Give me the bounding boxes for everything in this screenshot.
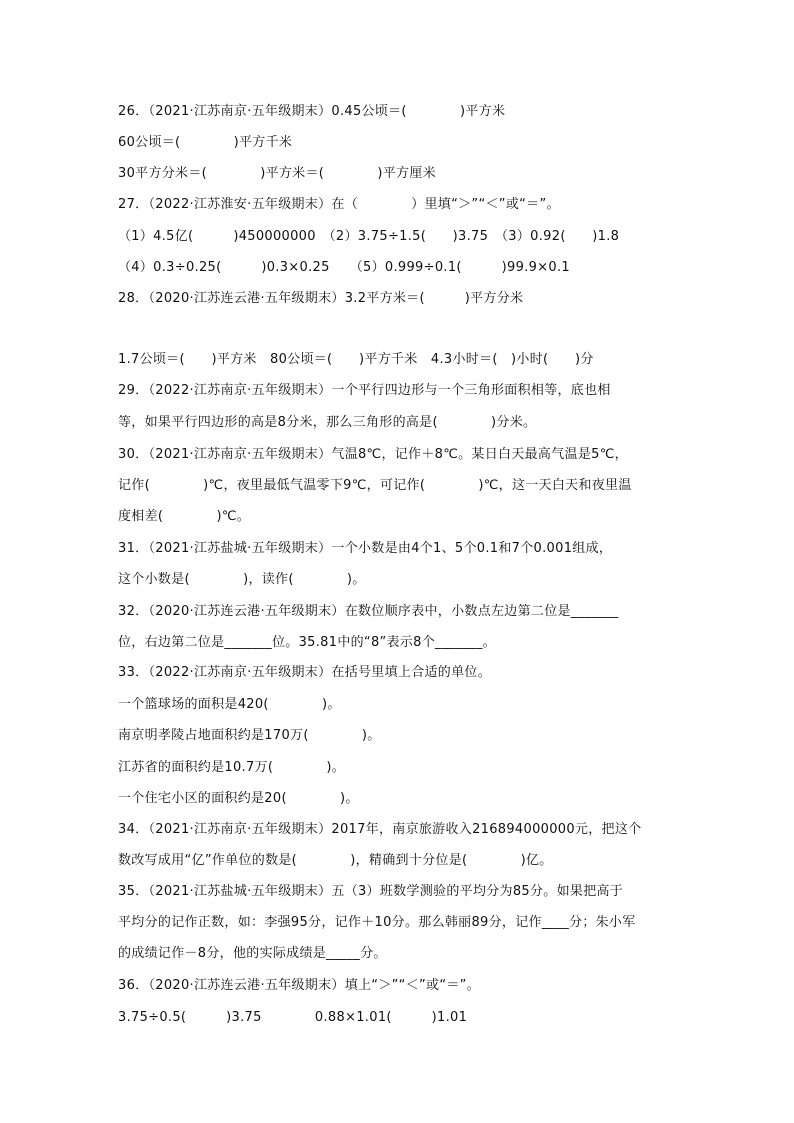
q33-line-3: 南京明孝陵占地面积约是170万( )。 [118, 728, 381, 743]
q33-line-1: 33．（2022·江苏南京·五年级期末）在括号里填上合适的单位。 [118, 665, 491, 680]
q27-line-3: （4）0.3÷0.25( )0.3×0.25 （5）0.999÷0.1( )99.9×0.1 [118, 260, 570, 275]
q35-line-1: 35．（2021·江苏盐城·五年级期末）五（3）班数学测验的平均分为85分。如果把高于 [118, 884, 624, 899]
q31-line-1: 31．（2021·江苏盐城·五年级期末）一个小数是由4个1、5个0.1和7个0.001组成， [118, 541, 613, 556]
q34-line-2: 数改写成用“亿”作单位的数是( )，精确到十分位是( )亿。 [118, 853, 553, 868]
q26-line-2: 60公顷＝( )平方千米 [118, 135, 293, 150]
q30-line-3: 度相差( )℃。 [118, 509, 251, 524]
q26-line-3: 30平方分米＝( )平方米＝( )平方厘米 [118, 166, 436, 181]
q35-line-3: 的成绩记作－8分，他的实际成绩是_____分。 [118, 946, 387, 961]
q31-line-2: 这个小数是( )，读作( )。 [118, 572, 366, 587]
q35-line-2: 平均分的记作正数，如：李强95分，记作＋10分。那么韩丽89分，记作____分；朱小军 [118, 915, 636, 930]
q33-line-5: 一个住宅小区的面积约是20( )。 [118, 791, 359, 806]
q32-line-2: 位，右边第二位是_______位。35.81中的“8”表示8个_______。 [118, 635, 496, 650]
q29-line-1: 29．（2022·江苏南京·五年级期末）一个平行四边形与一个三角形面积相等，底也相 [118, 383, 611, 398]
q36-line-1: 36．（2020·江苏连云港·五年级期末）填上“＞”“＜”或“＝”。 [118, 978, 480, 993]
q28-line-1: 28．（2020·江苏连云港·五年级期末）3.2平方米＝( )平方分米 [118, 291, 524, 306]
q29-line-2: 等，如果平行四边形的高是8分米，那么三角形的高是( )分米。 [118, 415, 537, 430]
q27-line-1: 27．（2022·江苏淮安·五年级期末）在（ ）里填“＞”“＜”或“＝”。 [118, 197, 560, 212]
q36-line-2: 3.75÷0.5( )3.75 0.88×1.01( )1.01 [118, 1010, 468, 1025]
q32-line-1: 32．（2020·江苏连云港·五年级期末）在数位顺序表中，小数点左边第二位是_______ [118, 604, 619, 619]
q34-line-1: 34．（2021·江苏南京·五年级期末）2017年，南京旅游收入216894000000元，把这个 [118, 822, 642, 837]
q28-line-2: 1.7公顷＝( )平方米 80公顷＝( )平方千米 4.3小时＝( )小时( )分 [118, 352, 594, 367]
q33-line-2: 一个篮球场的面积是420( )。 [118, 697, 341, 712]
q27-line-2: （1）4.5亿( )450000000 （2）3.75÷1.5( )3.75 （3）0.92( )1.8 [118, 229, 620, 244]
q33-line-4: 江苏省的面积约是10.7万( )。 [118, 760, 346, 775]
q30-line-2: 记作( )℃，夜里最低气温零下9℃，可记作( )℃，这一天白天和夜里温 [118, 478, 632, 493]
q30-line-1: 30．（2021·江苏南京·五年级期末）气温8℃，记作＋8℃。某日白天最高气温是5℃， [118, 447, 628, 462]
q26-line-1: 26．（2021·江苏南京·五年级期末）0.45公顷＝( )平方米 [118, 104, 506, 119]
